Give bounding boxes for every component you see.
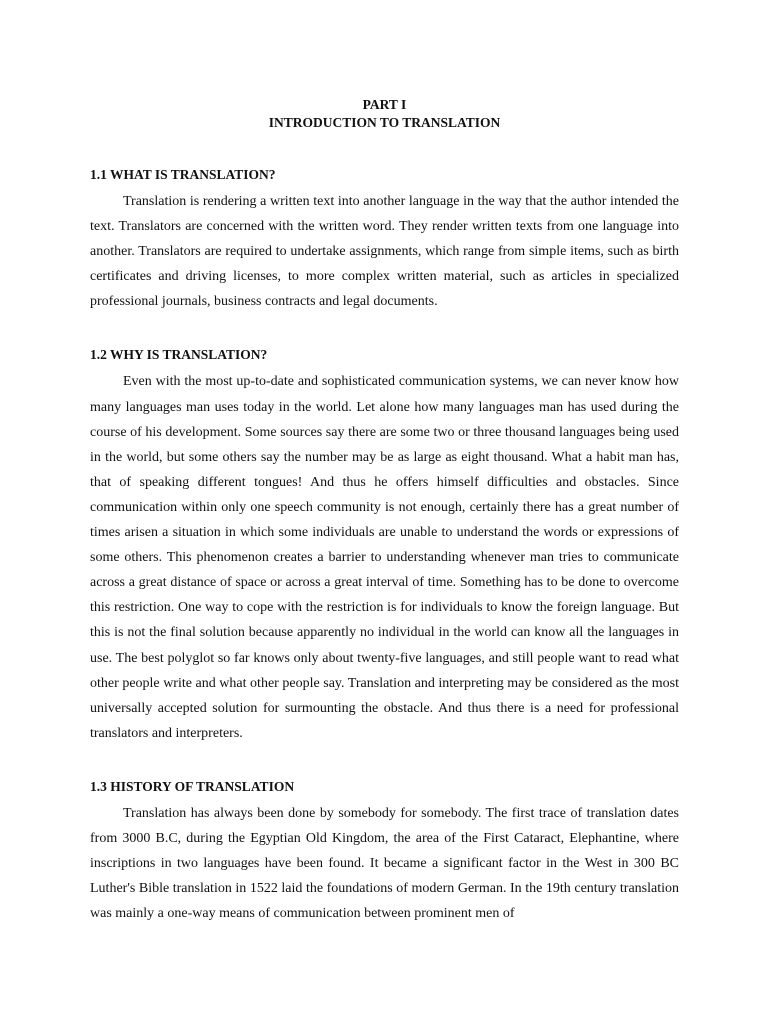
section-paragraph: Translation is rendering a written text into another language in the way that the author intended the text. Translators are concerned with the written word. They render written texts from one language into another. Translators are required to undertake assignments, which range from simple items, such as birth certificates and driving licenses, to more complex written material, such as articles in specialized professional journals, business contracts and legal documents. [90,194,679,310]
section-paragraph: Even with the most up-to-date and sophisticated communication systems, we can never know how many languages man uses today in the world. Let alone how many languages man has used during the course of his development. Some sources say there are some two or three thousand languages being used in the world, but some others say the number may be as large as eight thousand. What a habit man has, that of speaking different tongues! And thus he offers himself difficulties and obstacles. Since communication within only one speech community is not enough, certainly there has a great number of times arisen a situation in which some individuals are unable to understand the words or expressions of some others. This phenomenon creates a barrier to understanding whenever man tries to communicate across a great distance of space or across a great interval of time. Something has to be done to overcome this restriction. One way to cope with the restriction is for individuals to know the foreign language. But this is not the final solution because apparently no individual in the world can know all the languages in use. The best polyglot so far knows only about twenty-five languages, and still people want to read what other people write and what other people say. Translation and interpreting may be considered as the most universally accepted solution for surmounting the obstacle. And thus there is a need for professional translators and interpreters. [90,374,679,741]
section-heading: 1.3 HISTORY OF TRANSLATION [90,778,295,794]
part-label: PART I [362,97,407,112]
section-paragraph: Translation has always been done by somebody for somebody. The first trace of translation dates from 3000 B.C, during the Egyptian Old Kingdom, the area of the First Cataract, Elephantine, where inscriptions in two languages have been found. It became a significant factor in the West in 300 BC Luther's Bible translation in 1522 laid the foundations of modern German. In the 19th century translation was mainly a one-way means of communication between prominent men of [90,805,679,922]
section-heading: 1.1 WHAT IS TRANSLATION? [90,167,276,182]
part-title: INTRODUCTION TO TRANSLATION [268,115,501,130]
section-why-is-translation [90,346,679,745]
section-history-of-translation [90,778,679,926]
section-heading: 1.2 WHY IS TRANSLATION? [90,347,268,363]
section-what-is-translation [90,166,679,314]
